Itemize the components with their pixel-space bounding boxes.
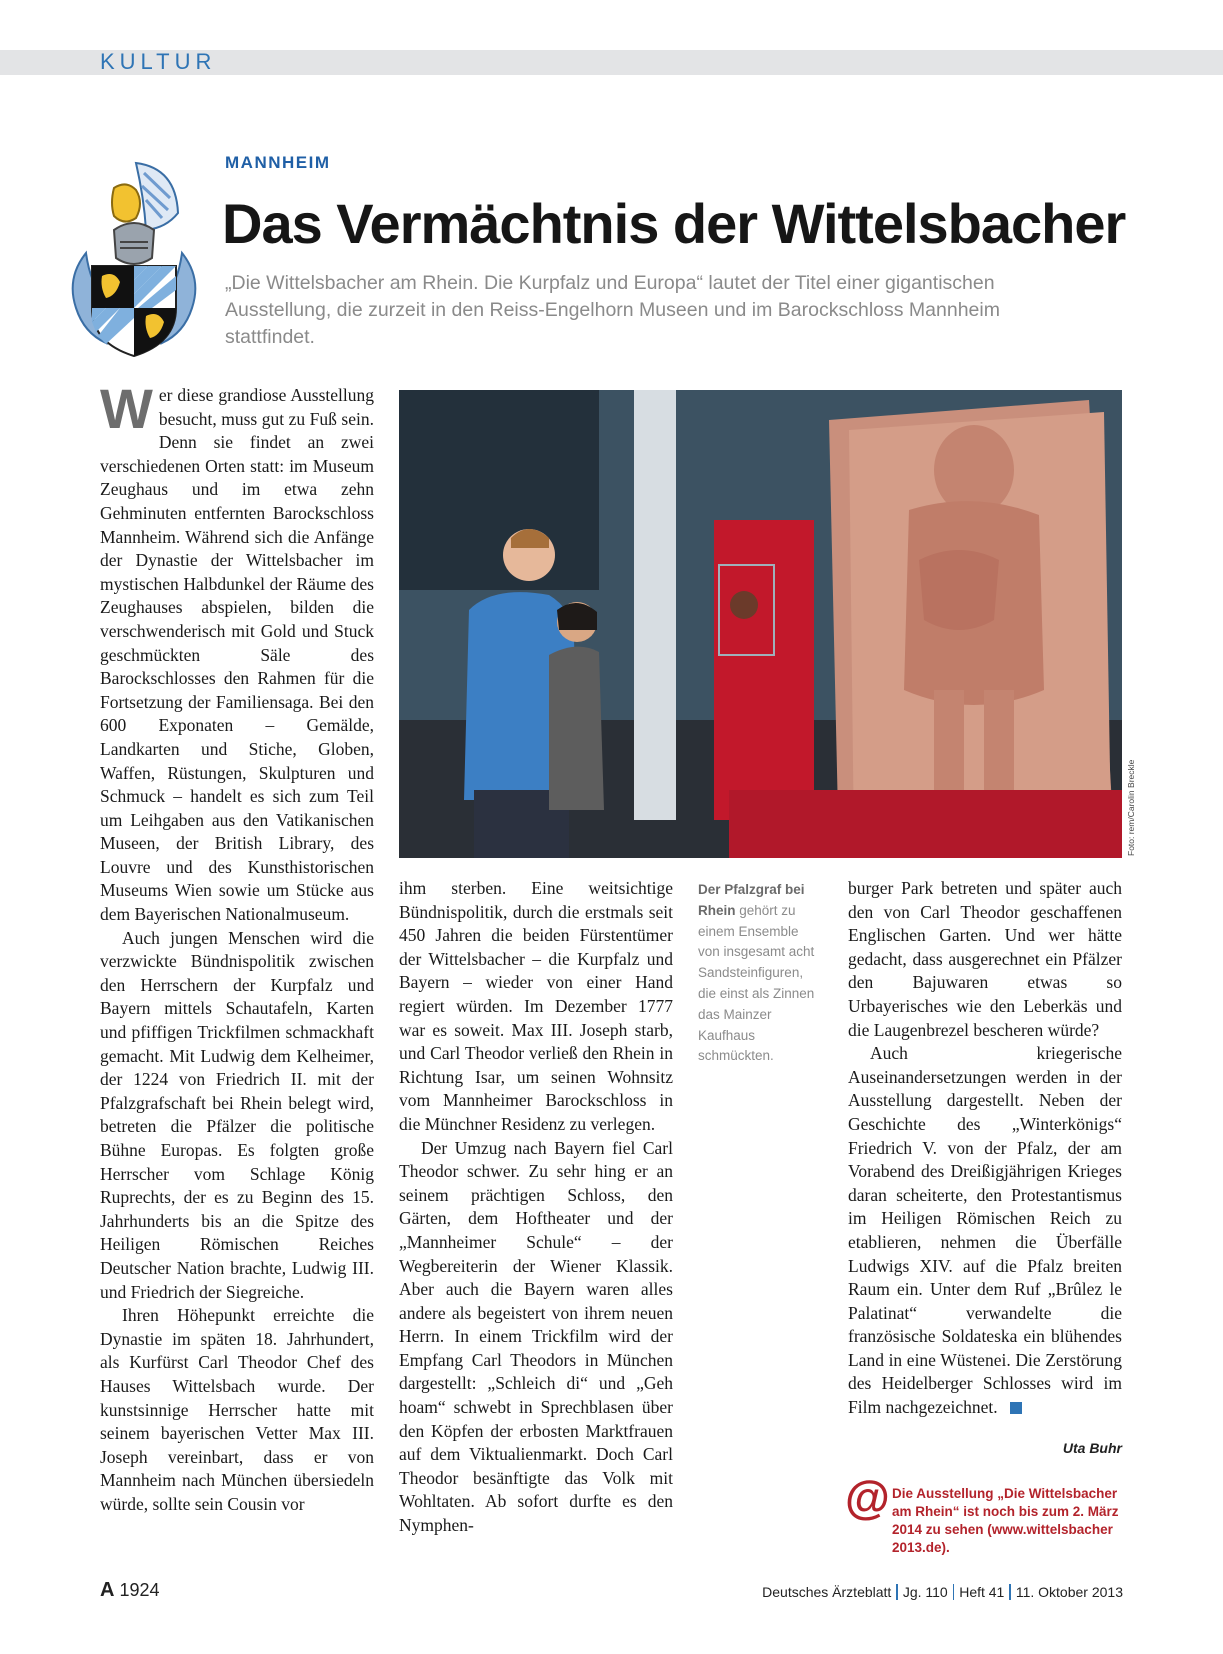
lead-paragraph: „Die Wittelsbacher am Rhein. Die Kurpfalz und Europa“ lautet der Titel einer gigantischen Ausstellung, die zurzeit in den Reiss-Engelhorn Museen und im Barockschloss Mannheim stattfindet. [225,272,1000,348]
coat-of-arms-icon [66,158,202,358]
headline: Das Vermächtnis der Wittelsbacher [222,192,1126,255]
paragraph: Ihren Höhepunkt erreichte die Dynastie im späten 18. Jahrhundert, als Kurfürst Carl Theodor Chef des Hauses Wittelsbach wurde. Der kunstsinnige Herrscher hatte mit seinem bayerischen Vetter Max III. Joseph vereinbart, dass er von Mannheim nach München übersiedeln würde, sollte sein Cousin vor [100,1305,374,1514]
exhibition-photo [399,390,1122,858]
section-label: KULTUR [100,49,217,74]
divider [953,1584,955,1600]
article-column-3 [848,877,1122,1420]
author: Uta Buhr [1062,1440,1122,1456]
kicker: MANNHEIM [225,153,331,172]
page-prefix: A [100,1579,115,1601]
paragraph [100,377,374,927]
drop-cap: W [100,377,153,440]
paragraph: ihm sterben. Eine weitsichtige Bündnispolitik, durch die erstmals seit 450 Jahren die beiden Fürstentümer der Wittelsbacher – die Kurpfalz und Bayern – wieder von einer Hand regiert würden. Im Dezember 1777 war es soweit. Max III. Joseph starb, und Carl Theodor verließ den Rhein in Richtung Isar, um seinen Wohnsitz vom Mannheimer Barockschloss in die Münchner Residenz zu verlegen. [399,878,673,1134]
paragraph: Der Umzug nach Bayern fiel Carl Theodor schwer. Zu sehr hing er an seinem prächtigen Schloss, den Gärten, dem Hoftheater und der „Mannheimer Schule“ – der Wegbereiterin der Wiener Klassik. Aber auch die Bayern waren alles andere als begeistert von ihrem neuen Herrn. In einem Trickfilm wird der Empfang Carl Theodors in München dargestellt: „Schleich di“ und „Geh hoam“ schwebt in Sprechblasen über den Köpfen der erbosten Marktfrauen auf dem Viktualienmarkt. Doch Carl Theodor besänftigte das Volk mit Wohltaten. Ab sofort durfte es den Nymphen- [399,1137,673,1536]
end-mark-icon [1010,1402,1022,1414]
photo-caption [698,880,823,1067]
photo-credit: Foto: rem/Carolin Breckle [1126,759,1136,856]
page-number-value: 1924 [119,1580,160,1600]
paragraph-text: Auch kriegerische Auseinandersetzungen werden in der Ausstellung dargestellt. Neben der Geschichte des „Winterkönigs“ Friedrich V. von der Pfalz, der am Vorabend des Dreißigjährigen Krieges daran scheiterte, den Protestantismus im Heiligen Römischen Reich zu etablieren, nehmen die Überfälle Ludwigs XIV. auf die Pfalz breiten Raum ein. Unter dem Ruf „Brûlez le Palatinat“ verwandelte die französische Soldateska ein blühendes Land in eine Wüstenei. Die Zerstörung des Heidelberger Schlosses wird im Film nachgezeichnet. [848,1043,1122,1418]
article-column-2 [399,877,673,1538]
at-sign-icon: @ [845,1471,890,1523]
caption-bold: Der Pfalzgraf bei Rhein [698,882,805,918]
article-column-1 [100,377,374,1517]
caption-text: gehört zu einem Ensemble von insgesamt acht Sandsteinfiguren, die einst als Zinnen das Mainzer Kaufhaus schmückten. [698,902,815,1064]
page-number [100,1579,160,1602]
journal-name: Deutsches Ärzteblatt [762,1584,892,1600]
paragraph-text: er diese grandiose Ausstellung besucht, muss gut zu Fuß sein. Denn sie findet an zwei verschiedenen Orten statt: im Museum Zeughaus und im etwa zehn Gehminuten entfernten Barockschloss Mannheim. Während sich die Anfänge der Dynastie der Wittelsbacher im mystischen Halbdunkel der Räume des Zeughauses abspielen, bilden die verschwenderisch mit Gold und Stuck geschmückten Säle des Barockschlosses den Rahmen für die Fortsetzung der Familiensaga. Bei den 600 Exponaten – Gemälde, Landkarten und Stiche, Globen, Waffen, Rüstungen, Skulpturen und Schmuck – handelt es sich zum Teil um Leihgaben aus den Vatikanischen Museen, der British Library, des Louvre und des Kunsthistorischen Museums Wien sowie um Stücke aus dem Bayerischen Nationalmuseum. [100,385,374,925]
journal-footer [762,1584,1123,1600]
paragraph [848,1042,1122,1420]
journal-issue: Heft 41 [959,1584,1005,1600]
paragraph: burger Park betreten und später auch den von Carl Theodor geschaffenen Englischen Garten. Und wer hätte gedacht, dass ausgerechnet ein Pfälzer den Bajuwaren etwas so Urbayerisches wie den Leberkäs und die Laugenbrezel bescheren würde? [848,878,1122,1040]
divider [896,1584,898,1600]
exhibition-info-note: Die Ausstellung „Die Wittelsbacher am Rhein“ ist noch bis zum 2. März 2014 zu sehen (www.wittelsbacher 2013.de). [892,1486,1119,1555]
paragraph: Auch jungen Menschen wird die verzwickte Bündnispolitik zwischen den Herrschern der Kurpfalz und Bayern mittels Schautafeln, Karten und pfiffigen Trickfilmen schmackhaft gemacht. Mit Ludwig dem Kelheimer, der 1224 von Friedrich II. mit der Pfalzgrafschaft bei Rhein belegt wird, betreten die Pfälzer die politische Bühne Europas. Es folgten große Herrscher vom Schlage König Ruprechts, der es zu Beginn des 15. Jahrhunderts bis an die Spitze des Heiligen Römischen Reiches Deutscher Nation brachte, Ludwig III. und Friedrich der Siegreiche. [100,927,374,1302]
journal-volume: Jg. 110 [902,1584,948,1600]
divider [1009,1584,1011,1600]
journal-date: 11. Oktober 2013 [1015,1584,1123,1600]
